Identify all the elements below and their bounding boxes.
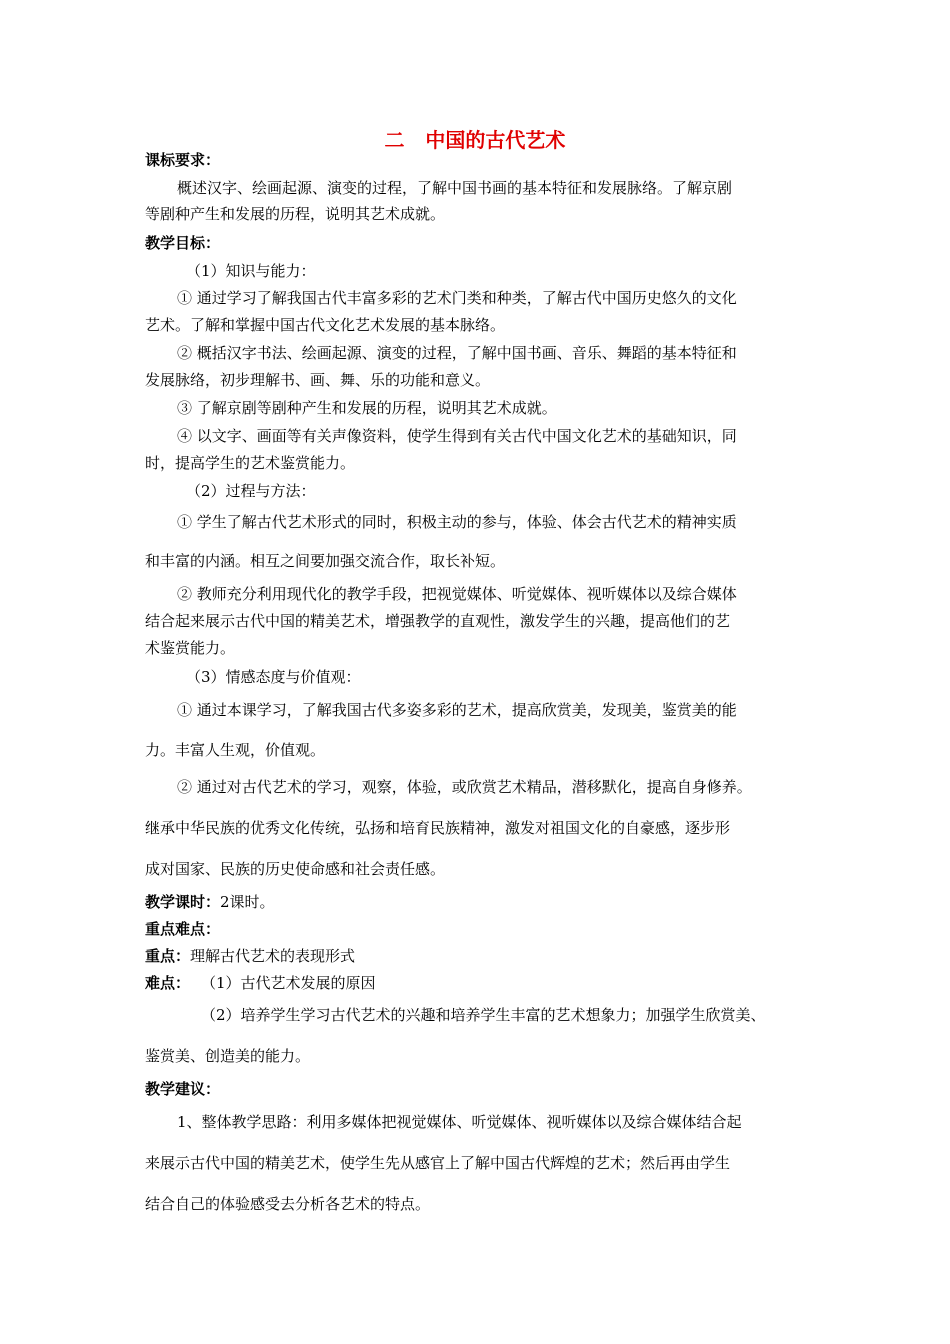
hard-point-2-line-2: 鉴赏美、创造美的能力。	[145, 1047, 311, 1065]
goals-sub-process: （2）过程与方法：	[186, 482, 316, 500]
goal-p2-line-2: 结合起来展示古代中国的精美艺术，增强教学的直观性，激发学生的兴趣，提高他们的艺	[145, 612, 731, 630]
goal-k1-line-2: 艺术。了解和掌握中国古代文化艺术发展的基本脉络。	[145, 316, 506, 334]
key-point-value: 理解古代艺术的表现形式	[190, 947, 356, 965]
teaching-hours	[145, 892, 275, 912]
page-title: 二 中国的古代艺术	[384, 128, 566, 152]
key-points-heading: 重点难点：	[145, 920, 221, 938]
goal-e2-line-2: 继承中华民族的优秀文化传统，弘扬和培育民族精神，激发对祖国文化的自豪感，逐步形	[145, 819, 731, 837]
goals-sub-attitude: （3）情感态度与价值观：	[186, 668, 361, 686]
hard-point-label: 难点：	[145, 974, 191, 992]
hard-point-1: （1）古代艺术发展的原因	[201, 974, 376, 992]
goals-sub-knowledge: （1）知识与能力：	[186, 262, 316, 280]
hard-point	[145, 973, 376, 993]
key-point	[145, 946, 355, 966]
curriculum-heading: 课标要求：	[145, 151, 221, 169]
teaching-hours-label: 教学课时：	[145, 893, 221, 911]
suggestion-line-1: 1、整体教学思路：利用多媒体把视觉媒体、听觉媒体、视听媒体以及综合媒体结合起	[177, 1113, 742, 1131]
suggestions-heading: 教学建议：	[145, 1080, 221, 1098]
goal-e2-line-1: ② 通过对古代艺术的学习，观察，体验，或欣赏艺术精品，潜移默化，提高自身修养。	[177, 778, 752, 796]
goal-e1-line-2: 力。丰富人生观，价值观。	[145, 741, 326, 759]
goals-heading: 教学目标：	[145, 234, 221, 252]
teaching-hours-value: 2课时。	[220, 893, 275, 911]
goal-k2-line-1: ② 概括汉字书法、绘画起源、演变的过程，了解中国书画、音乐、舞蹈的基本特征和	[177, 344, 737, 362]
key-point-label: 重点：	[145, 947, 191, 965]
goal-k4-line-2: 时，提高学生的艺术鉴赏能力。	[145, 454, 356, 472]
goal-k4-line-1: ④ 以文字、画面等有关声像资料，使学生得到有关古代中国文化艺术的基础知识，同	[177, 427, 737, 445]
goal-e1-line-1: ① 通过本课学习，了解我国古代多姿多彩的艺术，提高欣赏美，发现美，鉴赏美的能	[177, 701, 737, 719]
goal-p2-line-3: 术鉴赏能力。	[145, 639, 236, 657]
goal-k2-line-2: 发展脉络，初步理解书、画、舞、乐的功能和意义。	[145, 371, 491, 389]
goal-k1-line-1: ① 通过学习了解我国古代丰富多彩的艺术门类和种类，了解古代中国历史悠久的文化	[177, 289, 737, 307]
hard-point-2-line-1: （2）培养学生学习古代艺术的兴趣和培养学生丰富的艺术想象力；加强学生欣赏美、	[201, 1006, 766, 1024]
curriculum-line-1: 概述汉字、绘画起源、演变的过程，了解中国书画的基本特征和发展脉络。了解京剧	[177, 179, 733, 197]
curriculum-line-2: 等剧种产生和发展的历程，说明其艺术成就。	[145, 205, 446, 223]
goal-p1-line-2: 和丰富的内涵。相互之间要加强交流合作，取长补短。	[145, 552, 506, 570]
goal-p2-line-1: ② 教师充分利用现代化的教学手段，把视觉媒体、听觉媒体、视听媒体以及综合媒体	[177, 585, 737, 603]
goal-p1-line-1: ① 学生了解古代艺术形式的同时，积极主动的参与，体验、体会古代艺术的精神实质	[177, 513, 737, 531]
goal-k3-line: ③ 了解京剧等剧种产生和发展的历程，说明其艺术成就。	[177, 399, 557, 417]
goal-e2-line-3: 成对国家、民族的历史使命感和社会责任感。	[145, 860, 446, 878]
suggestion-line-2: 来展示古代中国的精美艺术，使学生先从感官上了解中国古代辉煌的艺术；然后再由学生	[145, 1154, 731, 1172]
suggestion-line-3: 结合自己的体验感受去分析各艺术的特点。	[145, 1195, 431, 1213]
